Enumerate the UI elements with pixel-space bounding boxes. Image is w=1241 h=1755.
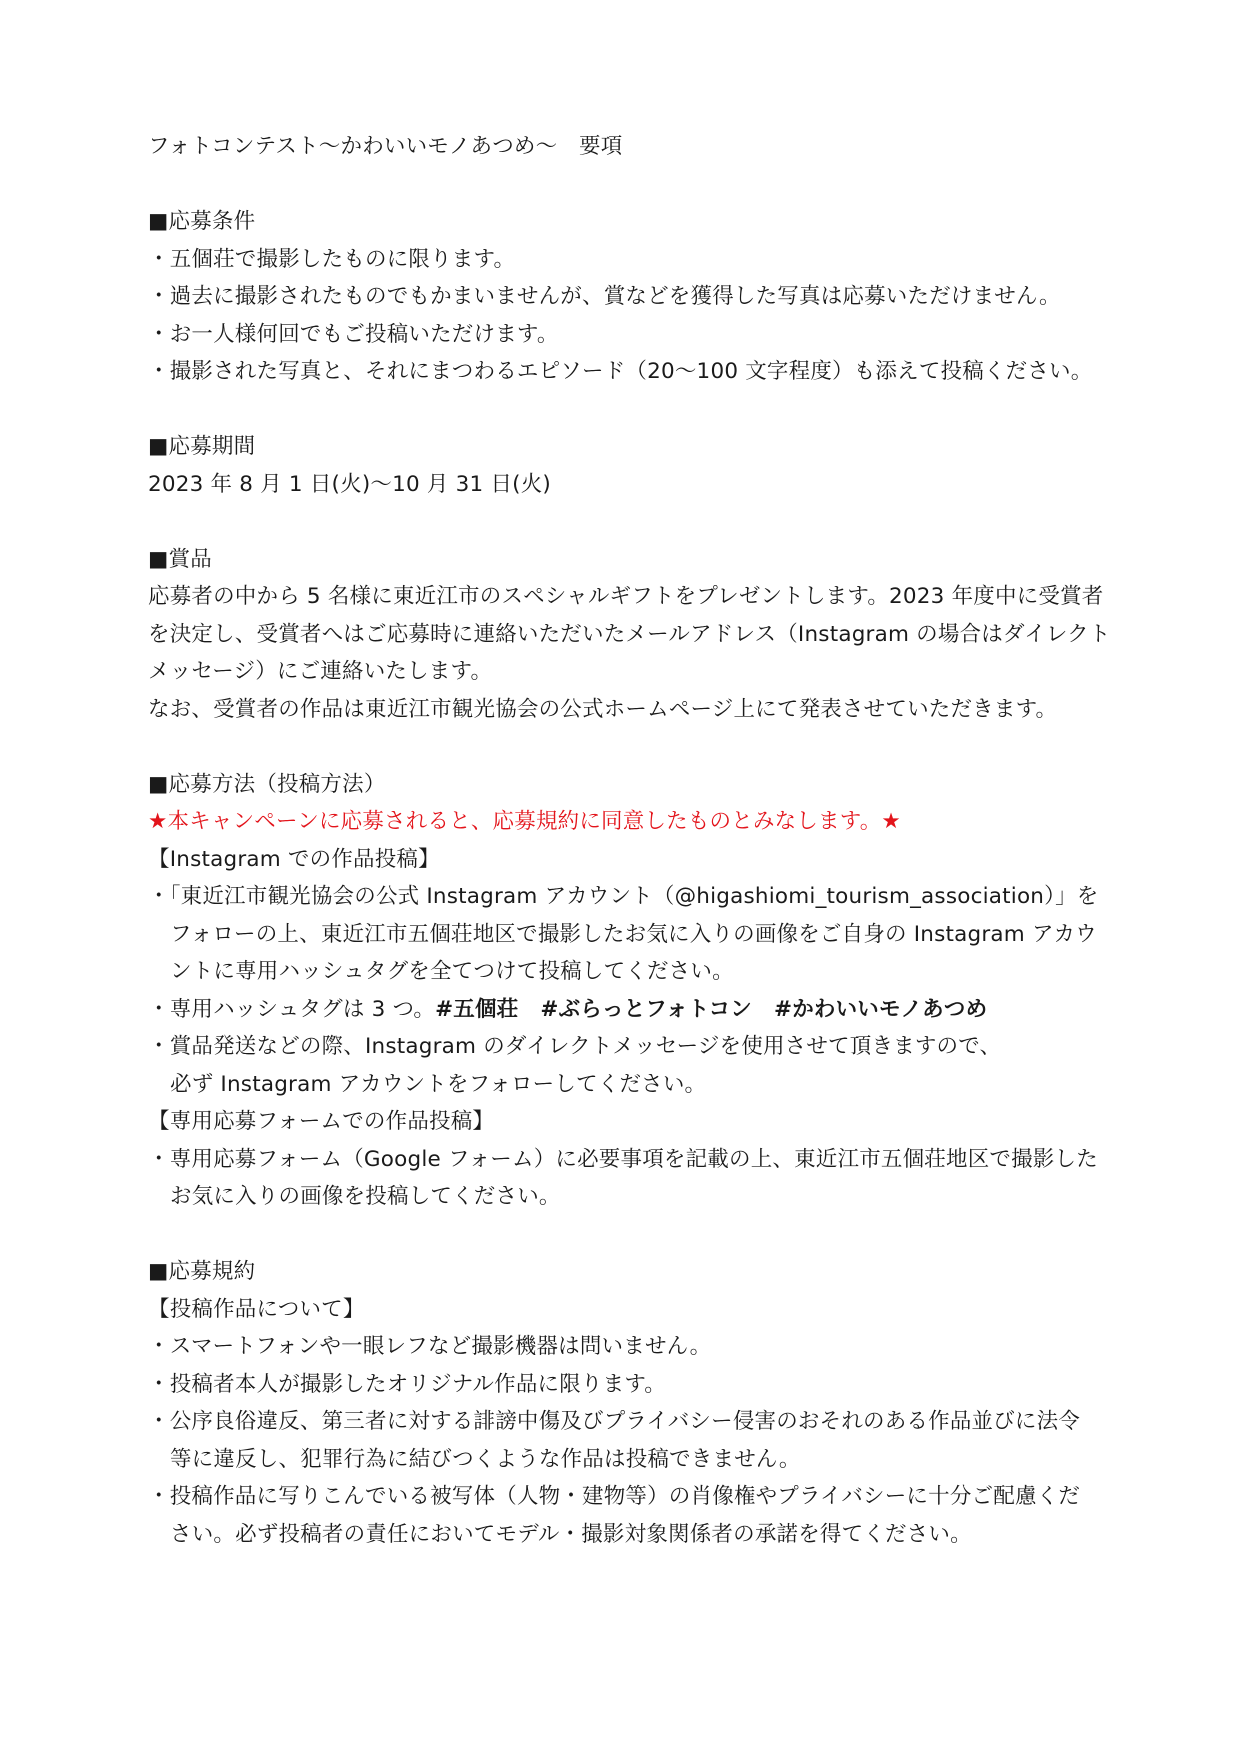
rules-item: ・投稿作品に写りこんでいる被写体（人物・建物等）の肖像権やプライバシーに十分ご配慮くだ bbox=[148, 1484, 1081, 1509]
instagram-item-cont: 必ず Instagram アカウントをフォローしてください。 bbox=[170, 1071, 707, 1097]
document-page bbox=[148, 128, 1111, 1553]
rules-subheading: 【投稿作品について】 bbox=[148, 1296, 365, 1322]
instagram-item-cont: フォローの上、東近江市五個荘地区で撮影したお気に入りの画像をご自身の Instagram アカウ bbox=[170, 921, 1097, 947]
method-heading: ■応募方法（投稿方法） bbox=[148, 771, 386, 797]
prize-heading: ■賞品 bbox=[148, 546, 212, 572]
agreement-notice: ★本キャンペーンに応募されると、応募規約に同意したものとみなします。★ bbox=[148, 809, 901, 834]
hashtag-line bbox=[148, 991, 1098, 1029]
hashtag: #ぶらっとフォトコン bbox=[540, 996, 752, 1022]
hashtag: #五個荘 bbox=[435, 996, 519, 1022]
period-heading: ■応募期間 bbox=[148, 434, 256, 459]
rules-item-cont: さい。必ず投稿者の責任においてモデル・撮影対象関係者の承諾を得てください。 bbox=[170, 1521, 972, 1547]
form-item: ・専用応募フォーム（Google フォーム）に必要事項を記載の上、東近江市五個荘地区で撮影した bbox=[148, 1146, 1098, 1172]
form-heading: 【専用応募フォームでの作品投稿】 bbox=[148, 1109, 495, 1134]
document-title: フォトコンテスト～かわいいモノあつめ～ 要項 bbox=[148, 134, 623, 159]
instagram-item-cont: ントに専用ハッシュタグを全てつけて投稿してください。 bbox=[170, 959, 734, 984]
rules-item: ・スマートフォンや一眼レフなど撮影機器は問いません。 bbox=[148, 1334, 712, 1359]
conditions-item: ・過去に撮影されたものでもかまいませんが、賞などを獲得した写真は応募いただけません。 bbox=[148, 284, 1061, 309]
instagram-item: ・「東近江市観光協会の公式 Instagram アカウント（@higashiomi_tourism_association）」を bbox=[148, 884, 1099, 909]
period-text: 2023 年 8 月 1 日(火)～10 月 31 日(火) bbox=[148, 471, 552, 497]
prize-line: を決定し、受賞者へはご応募時に連絡いただいたメールアドレス（Instagram の場合はダイレクト bbox=[148, 621, 1111, 647]
rules-item: ・公序良俗違反、第三者に対する誹謗中傷及びプライバシー侵害のおそれのある作品並びに法令 bbox=[148, 1409, 1081, 1434]
rules-item-cont: 等に違反し、犯罪行為に結びつくような作品は投稿できません。 bbox=[170, 1446, 801, 1472]
rules-heading: ■応募規約 bbox=[148, 1259, 256, 1284]
conditions-heading: ■応募条件 bbox=[148, 209, 256, 234]
rules-item: ・投稿者本人が撮影したオリジナル作品に限ります。 bbox=[148, 1371, 667, 1397]
form-item-cont: お気に入りの画像を投稿してください。 bbox=[170, 1184, 561, 1209]
conditions-item: ・五個荘で撮影したものに限ります。 bbox=[148, 246, 516, 272]
prize-line: メッセージ）にご連絡いたします。 bbox=[148, 659, 493, 684]
instagram-heading: 【Instagram での作品投稿】 bbox=[148, 846, 440, 872]
prize-line: 応募者の中から 5 名様に東近江市のスペシャルギフトをプレゼントします。2023 年度中に受賞者 bbox=[148, 584, 1104, 609]
instagram-item: ・賞品発送などの際、Instagram のダイレクトメッセージを使用させて頂きますので、 bbox=[148, 1034, 1002, 1059]
prize-line: なお、受賞者の作品は東近江市観光協会の公式ホームページ上にて発表させていただきます。 bbox=[148, 696, 1058, 722]
conditions-item: ・お一人様何回でもご投稿いただけます。 bbox=[148, 321, 559, 347]
conditions-item: ・撮影された写真と、それにまつわるエピソード（20～100 文字程度）も添えて投稿ください。 bbox=[148, 359, 1093, 384]
hashtag-prefix: ・専用ハッシュタグは 3 つ。 bbox=[148, 996, 436, 1022]
hashtag: #かわいいモノあつめ bbox=[773, 996, 988, 1022]
